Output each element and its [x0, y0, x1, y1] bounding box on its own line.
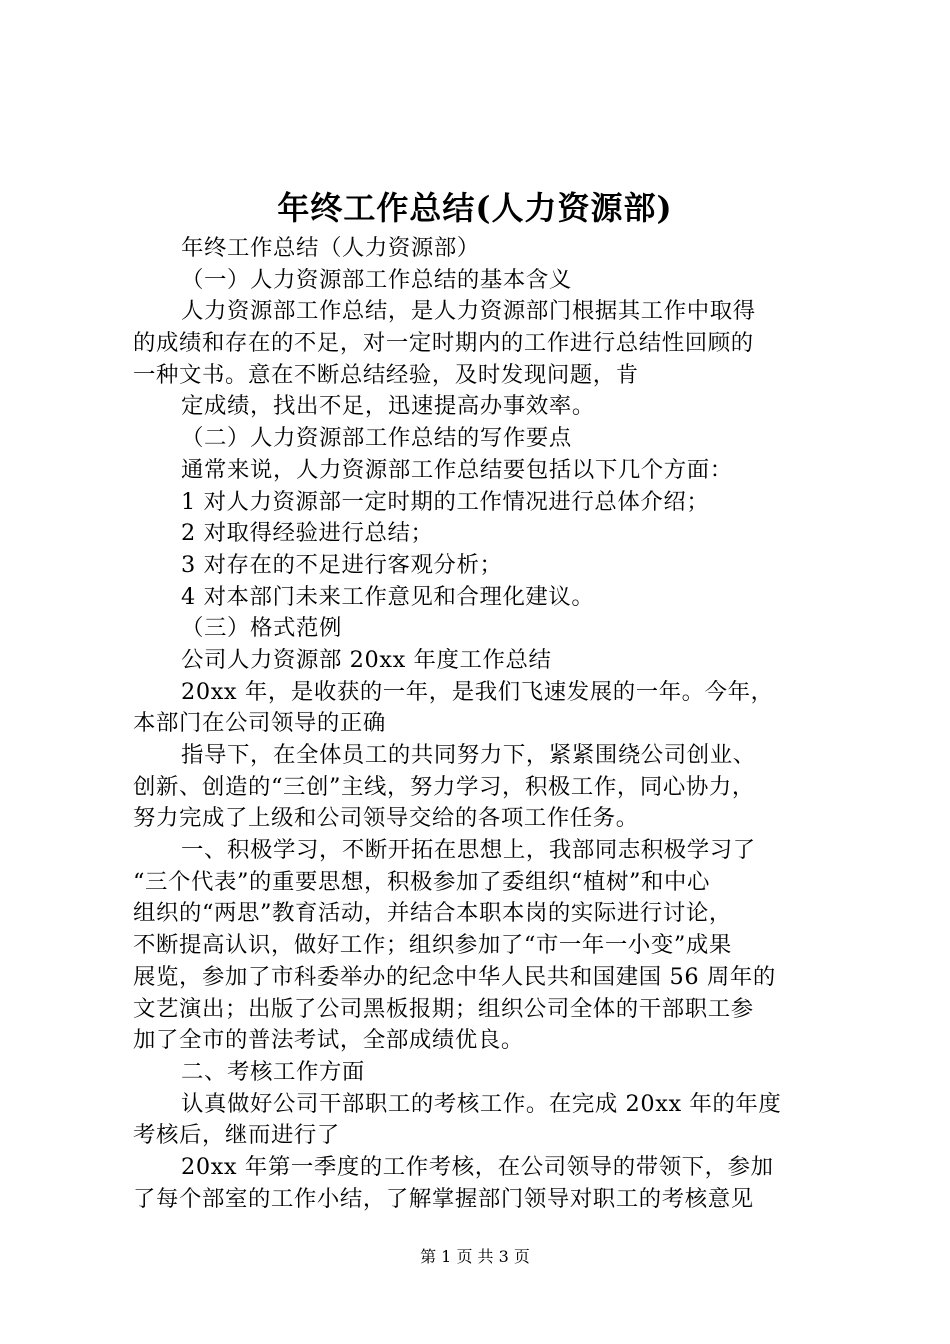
text-line: 1 对人力资源部一定时期的工作情况进行总体介绍；	[181, 488, 710, 515]
text-line: （一）人力资源部工作总结的基本含义	[181, 266, 572, 293]
text-line: 通常来说，人力资源部工作总结要包括以下几个方面：	[181, 456, 733, 483]
text-line: 本部门在公司领导的正确	[133, 710, 386, 737]
text-line: 20xx 年第一季度的工作考核，在公司领导的带领下，参加	[181, 1153, 774, 1180]
text-line: 加了全市的普法考试，全部成绩优良。	[133, 1027, 524, 1054]
text-line: 年终工作总结（人力资源部）	[181, 235, 480, 261]
text-line: 2 对取得经验进行总结；	[181, 520, 434, 547]
page-footer: 第 1 页 共 3 页	[420, 1247, 530, 1266]
text-line: 一、积极学习，不断开拓在思想上，我部同志积极学习了	[181, 837, 756, 864]
text-line: 4 对本部门未来工作意见和合理化建议。	[181, 583, 595, 610]
text-line: 指导下，在全体员工的共同努力下，紧紧围绕公司创业、	[181, 742, 756, 768]
text-line: 20xx 年，是收获的一年，是我们飞速发展的一年。今年，	[181, 678, 774, 705]
text-line: “三个代表”的重要思想，积极参加了委组织“植树”和中心	[133, 868, 710, 895]
text-line: 公司人力资源部 20xx 年度工作总结	[181, 646, 552, 673]
text-line: 努力完成了上级和公司领导交给的各项工作任务。	[133, 805, 639, 832]
text-line: 的成绩和存在的不足，对一定时期内的工作进行总结性回顾的	[133, 330, 754, 357]
text-line: 3 对存在的不足进行客观分析；	[181, 551, 503, 578]
text-line: 组织的“两思”教育活动，并结合本职本岗的实际进行讨论，	[133, 900, 732, 927]
text-line: 不断提高认识，做好工作；组织参加了“市一年一小变”成果	[133, 932, 732, 959]
text-line: 人力资源部工作总结，是人力资源部门根据其工作中取得	[181, 298, 756, 325]
text-line: 创新、创造的“三创”主线，努力学习，积极工作，同心协力，	[133, 773, 755, 800]
document-title: 年终工作总结(人力资源部)	[277, 189, 673, 227]
text-line: 文艺演出；出版了公司黑板报期；组织公司全体的干部职工参	[133, 995, 754, 1022]
text-line: （二）人力资源部工作总结的写作要点	[181, 425, 572, 452]
document-body	[133, 233, 833, 1215]
text-line: （三）格式范例	[181, 615, 342, 642]
text-line: 二、考核工作方面	[181, 1058, 365, 1085]
text-line: 考核后，继而进行了	[133, 1122, 340, 1149]
text-line: 认真做好公司干部职工的考核工作。在完成 20xx 年的年度	[181, 1090, 782, 1117]
text-line: 了每个部室的工作小结，了解掌握部门领导对职工的考核意见	[133, 1185, 754, 1212]
text-line: 展览，参加了市科委举办的纪念中华人民共和国建国 56 周年的	[133, 963, 776, 990]
text-line: 一种文书。意在不断总结经验，及时发现问题，肯	[133, 361, 639, 388]
text-line: 定成绩，找出不足，迅速提高办事效率。	[181, 393, 595, 420]
